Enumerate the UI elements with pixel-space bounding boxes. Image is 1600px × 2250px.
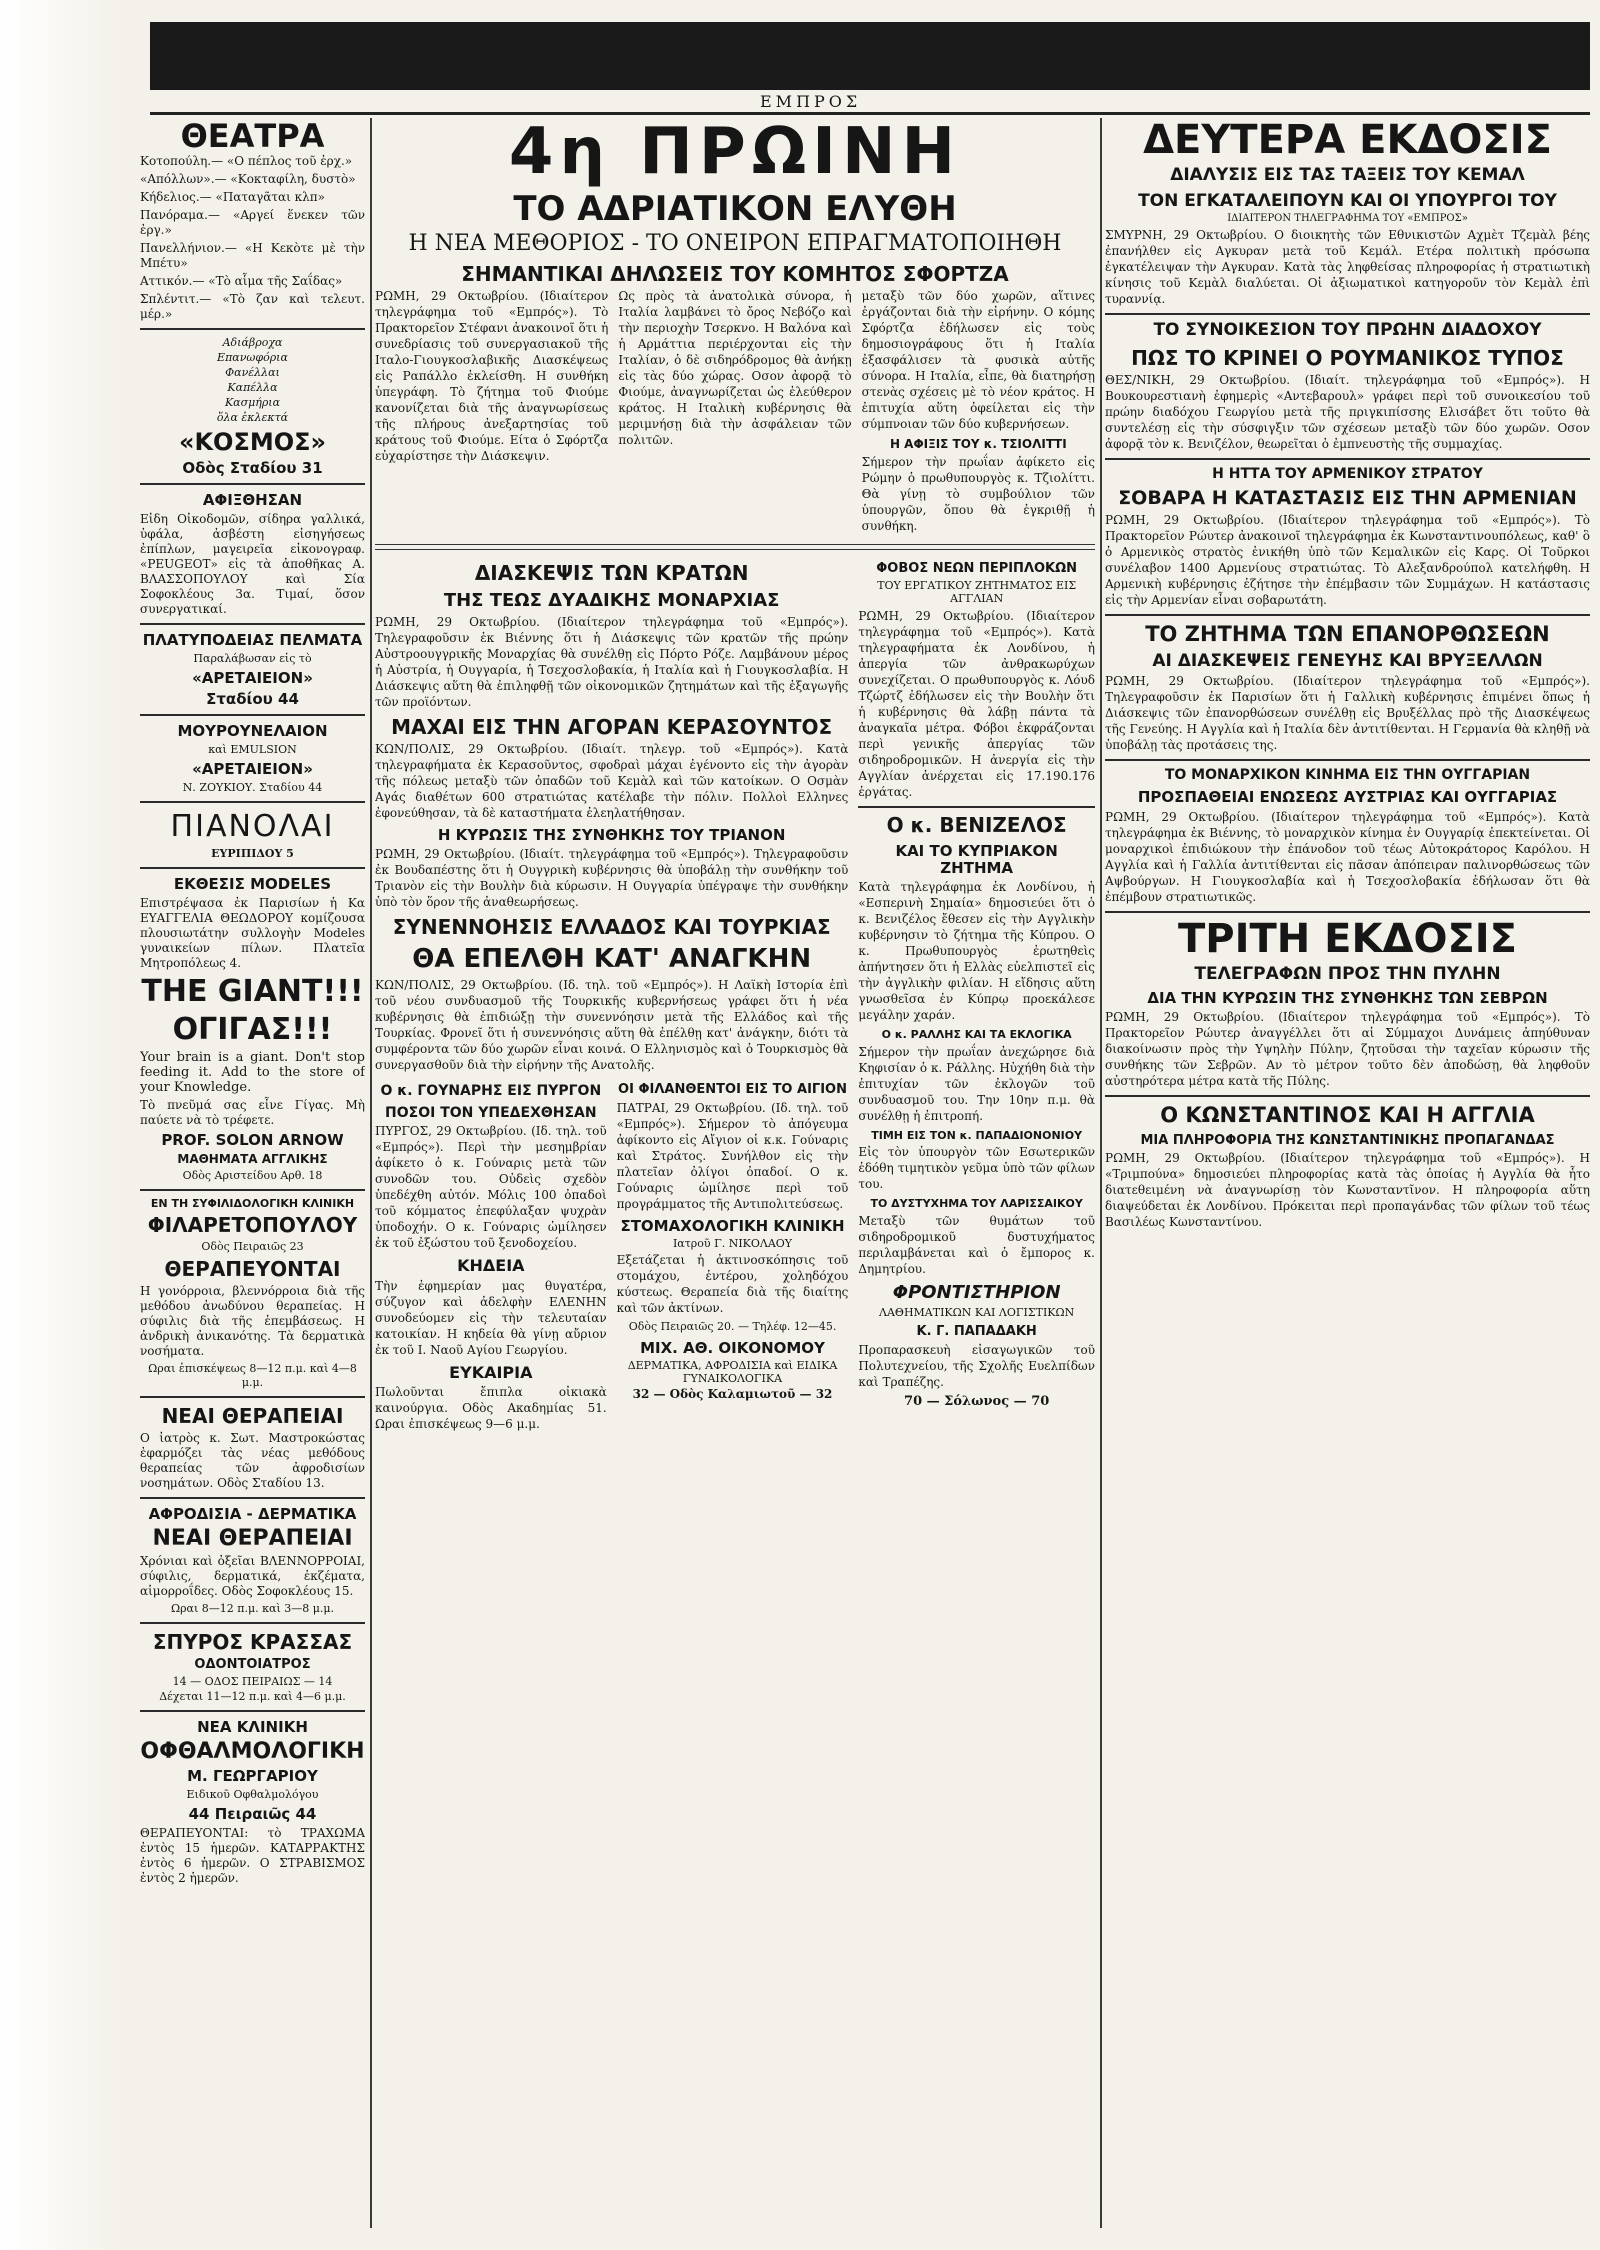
oikonomou-address: 32 — Οδὸς Καλαμιωτοῦ — 32: [632, 1387, 833, 1402]
eye-title: ΝΕΑ ΚΛΙΝΙΚΗ: [197, 1718, 308, 1736]
krassas-hours: Δέχεται 11—12 π.μ. καὶ 4—6 μ.μ.: [159, 1690, 346, 1703]
arnow-sub: ΜΑΘΗΜΑΤΑ ΑΓΓΛΙΚΗΣ: [177, 1152, 328, 1166]
theatre-listing: Αττικόν.— «Τὸ αἷμα τῆς Σαΐδας»: [140, 274, 343, 288]
school-text: Προπαρασκευὴ εἰσαγωγικῶν τοῦ Πολυτεχνείου, τῆς Σχολῆς Ευελπίδων καὶ Τραπέζης.: [858, 1342, 1095, 1389]
oikonomou-headline: ΜΙΧ. ΑΘ. ΟΙΚΟΝΟΜΟΥ: [640, 1338, 825, 1357]
second-edition-title: ΔΕΥΤΕΡΑ ΕΚΔΟΣΙΣ: [1143, 118, 1552, 163]
fear-text: ΡΩΜΗ, 29 Οκτωβρίου. (Ιδιαίτερον τηλεγράφημα τοῦ «Εμπρός»). Κατὰ τηλεγραφήματα ἐκ Λονδίνου, ἡ ἀπεργία τῶν ἀνθρακωρύχων συνεχίζεται. Ο πρωθυπουργὸς κ. Λόυδ Τζώρτζ ἐδήλωσεν εἰς τὴν Βουλὴν ὅτι ἡ κυβέρνησις θὰ λάβῃ πάντα τὰ ἀναγκαῖα μέτρα. Φόβοι ἐκφράζονται περὶ γενικῆς ἀπεργίας τῶν σιδηροδρομικῶν. Η ἀνεργία εἰς τὴν Αγγλίαν ἀνέρχεται εἰς 17.190.176 ἐργάτας.: [858, 608, 1095, 799]
murun-title: ΜΟΥΡΟΥΝΕΛΑΙΟΝ: [177, 722, 328, 740]
ekairia-text: Πωλοῦνται ἔπιπλα οἰκιακὰ καινούργια. Οδὸς Ακαδημίας 51. Ωραι ἐπισκέψεως 9—6 μ.μ.: [375, 1385, 607, 1432]
clinic-name: ΦΙΛΑΡΕΤΟΠΟΥΛΟΥ: [147, 1213, 358, 1237]
flatfoot-title: ΠΛΑΤΥΠΟΔΕΙΑΣ ΠΕΛΜΑΤΑ: [142, 631, 363, 649]
eye-sub: Ειδικοῦ Οφθαλμολόγου: [186, 1788, 319, 1801]
royal-text: ΘΕΣ/ΝΙΚΗ, 29 Οκτωβρίου. (Ιδιαίτ. τηλεγράφημα τοῦ «Εμπρός»). Η Βουκουρεστιανὴ ἐφημερὶς «Αντεβαρουλ» γράφει περὶ τοῦ συνοικεσίου τοῦ πρώην διαδόχου Γεωργίου μετὰ τῆς πριγκιπίσσης Ελισάβετ ὅτι τοῦτο θὰ συντελέσῃ εἰς τὴν σύσφιγξιν τῶν σχέσεων μεταξὺ τῶν δύο χωρῶν. Οσον ἀφορᾷ τὸν κ. Βενιζέλον, θεωρεῖται ὁ ἐμπνευστὴς τῆς συμμαχίας.: [1105, 372, 1590, 451]
greekturk-headline: ΣΥΝΕΝΝΟΗΣΙΣ ΕΛΛΑΔΟΣ ΚΑΙ ΤΟΥΡΚΙΑΣ: [392, 915, 831, 940]
ekairia-headline: ΕΥΚΑΙΡΙΑ: [449, 1362, 533, 1382]
theatres-title: ΘΕΑΤΡΑ: [180, 118, 325, 155]
kosmos-name: «ΚΟΣΜΟΣ»: [178, 428, 327, 456]
giant-title: THE GIANT!!!: [141, 974, 364, 1009]
krassas-address: 14 — ΟΔΟΣ ΠΕΙΡΑΙΩΣ — 14: [172, 1675, 333, 1688]
kedeia-headline: ΚΗΔΕΙΑ: [457, 1256, 525, 1276]
stomach-sub: Ιατροῦ Γ. ΝΙΚΟΛΑΟΥ: [672, 1237, 793, 1251]
column-divider: [370, 118, 372, 2228]
venizelos-text: Κατὰ τηλεγράφημα ἐκ Λονδίνου, ἡ «Εσπερινὴ Σημαία» δημοσιεύει ὅτι ὁ κ. Βενιζέλος ἔθεσεν εἰς τὴν Αγγλικὴν κυβέρνησιν τὸ ζήτημα τῆς Κύπρου. Ο κ. Πρωθυπουργὸς ἐρωτηθεὶς ἀπήντησεν ὅτι ἡ Ελλὰς εὐελπιστεῖ εἰς τὴν ἀγγλικὴν φιλίαν. Η εἴδησις αὕτη γνωσθεῖσα ἐν Κύπρῳ προεκάλεσε μεγάλην χαράν.: [858, 880, 1095, 1023]
reparations-headline: ΤΟ ΖΗΤΗΜΑ ΤΩΝ ΕΠΑΝΟΡΘΩΣΕΩΝ: [1145, 621, 1550, 646]
eye-doctor: Μ. ΓΕΩΡΓΑΡΙΟΥ: [187, 1767, 318, 1785]
banner-sub2: ΣΗΜΑΝΤΙΚΑΙ ΔΗΛΩΣΕΙΣ ΤΟΥ ΚΟΜΗΤΟΣ ΣΦΟΡΤΖΑ: [461, 262, 1009, 287]
murun-shop: «ΑΡΕΤΑΙΕΙΟΝ»: [192, 760, 313, 778]
newther-title: ΝΕΑΙ ΘΕΡΑΠΕΙΑΙ: [161, 1404, 344, 1428]
third-subheadline: ΔΙΑ ΤΗΝ ΚΥΡΩΣΙΝ ΤΗΣ ΣΥΝΘΗΚΗΣ ΤΩΝ ΣΕΒΡΩΝ: [1147, 989, 1548, 1008]
pianos-title: ΠΙΑΝΟΛΑΙ: [170, 809, 335, 844]
clinic-title: ΕΝ ΤΗ ΣΥΦΙΛΙΔΟΛΟΓΙΚΗ ΚΛΙΝΙΚΗ: [150, 1197, 355, 1210]
rallis-text: Σήμερον τὴν πρωΐαν ἀνεχώρησε διὰ Κηφισίαν ὁ κ. Ράλλης. Ηὐχήθη διὰ τὴν ἐπιτυχίαν τῶν ἐκλογῶν τοῦ συνδυασμοῦ του. Την 10ην π.μ. θὰ συνέλθῃ ἡ ἐπιτροπή.: [858, 1044, 1095, 1123]
theatre-listing: Σπλέντιτ.— «Τὸ ζαν καὶ τελευτ. μέρ.»: [140, 292, 365, 321]
newther-text: Ο ἰατρὸς κ. Σωτ. Μαστροκώστας ἐφαρμόζει τὰς νέας μεθόδους θεραπείας τῶν ἀφροδισίων νοσημάτων. Οδὸς Σταδίου 13.: [140, 1431, 365, 1490]
aphro-text: Χρόνιαι καὶ ὀξεῖαι ΒΛΕΝΝΟΡΡΟΙΑΙ, σύφιλις, δερματικά, ἐκζέματα, αἱμορροΐδες. Οδὸς Σοφοκλέους 15.: [140, 1554, 365, 1598]
kerasunt-text: ΚΩΝ/ΠΟΛΙΣ, 29 Οκτωβρίου. (Ιδιαίτ. τηλεγρ. τοῦ «Εμπρός»). Κατὰ τηλεγραφήματα ἐκ Κερασοῦντος, σφοδραὶ μάχαι ἐγένοντο εἰς τὴν ἀγορὰν τῆς πόλεως μεταξὺ τῶν ὀπαδῶν τοῦ Κεμὰλ καὶ τῶν κατοίκων. Ο Οσμὰν Αγάς διαθέτων 600 στρατιώτας κατέλαβε τὴν πόλιν. Πολλοὶ Ελληνες ἐφονεύθησαν, τὰ δὲ καταστήματα ἐλεηλατήθησαν.: [375, 741, 849, 820]
school-headline: ΦΡΟΝΤΙΣΤΗΡΙΟΝ: [892, 1282, 1061, 1304]
reparations-subheadline: ΑΙ ΔΙΑΣΚΕΨΕΙΣ ΓΕΝΕΥΗΣ ΚΑΙ ΒΡΥΞΕΛΛΩΝ: [1152, 650, 1543, 671]
top-black-bar: [150, 22, 1590, 90]
monarchy-text: ΡΩΜΗ, 29 Οκτωβρίου. (Ιδιαίτερον τηλεγράφημα τοῦ «Εμπρός»). Κατὰ τηλεγράφημα ἐκ Βιέννης, τὸ μοναρχικὸν κίνημα ἐν Ουγγαρίᾳ ἐπεκτείνεται. Οἱ μοναρχικοὶ ἐπιδιώκουν τὴν ἐπάνοδον τοῦ τέως Αὐτοκράτορος Καρόλου. Η Αγγλία καὶ ἡ Γαλλία ἀντιτίθενται εἰς πᾶσαν ἀπόπειραν παλινορθώσεως τῶν Αψβούργων. Η Γιουγκοσλαβία καὶ ἡ Τσεχοσλοβακία ἐδήλωσαν ὅτι θὰ ἐπέμβουν στρατιωτικῶς.: [1105, 809, 1590, 904]
constantine-subheadline: ΜΙΑ ΠΛΗΡΟΦΟΡΙΑ ΤΗΣ ΚΩΝΣΤΑΝΤΙΝΙΚΗΣ ΠΡΟΠΑΓΑΝΔΑΣ: [1140, 1132, 1555, 1148]
constantine-headline: Ο ΚΩΝΣΤΑΝΤΙΝΟΣ ΚΑΙ Η ΑΓΓΛΙΑ: [1160, 1103, 1535, 1128]
aphro-title: ΑΦΡΟΔΙΣΙΑ - ΔΕΡΜΑΤΙΚΑ: [148, 1505, 357, 1523]
giant-greek-text: Τὸ πνεῦμά σας εἶνε Γίγας. Μὴ παύετε νὰ τὸ τρέφετε.: [140, 1098, 365, 1127]
eye-text: ΘΕΡΑΠΕΥΟΝΤΑΙ: τὸ ΤΡΑΧΩΜΑ ἐντὸς 15 ἡμερῶν. ΚΑΤΑΡΡΑΚΤΗΣ ἐντὸς 6 ἡμερῶν. Ο ΣΤΡΑΒΙΣΜΟΣ ἐντὸς 2 ἡμερῶν.: [140, 1826, 365, 1885]
masthead-rule: [150, 112, 1590, 115]
kerasunt-headline: ΜΑΧΑΙ ΕΙΣ ΤΗΝ ΑΓΟΡΑΝ ΚΕΡΑΣΟΥΝΤΟΣ: [391, 714, 833, 739]
greekturk-subheadline: ΘΑ ΕΠΕΛΘΗ ΚΑΤ' ΑΝΑΓΚΗΝ: [412, 944, 812, 975]
kosmos-line: ὅλα ἐκλεκτά: [216, 411, 289, 424]
monarchy-headline: ΤΟ ΜΟΝΑΡΧΙΚΟΝ ΚΙΝΗΜΑ ΕΙΣ ΤΗΝ ΟΥΓΓΑΡΙΑΝ: [1164, 767, 1531, 784]
arnow-address: Οδὸς Αριστείδου Αρθ. 18: [182, 1169, 323, 1182]
clinic-address: Οδὸς Πειραιῶς 23: [201, 1240, 304, 1253]
theatre-listing: Κοτοπούλη.— «Ο πέπλος τοῦ ἐρχ.»: [140, 154, 353, 168]
arrivals-title: ΑΦΙΞΘΗΣΑΝ: [202, 491, 303, 509]
arrivals-text: Εἰδη Οἰκοδομῶν, σίδηρα γαλλικά, ὑφάλα, ἀσβέστη εἰσηγήσεως ἐπίπλων, μαγειρεῖα εἰκονογραφ. «PEUGEOT» εἰς τὰ ἀποθῆκας Α. ΒΛΑΣΣΟΠΟΥΛΟΥ καὶ Σία Σοφοκλέους 3α. Τιμαί, ὅσον συνεργατικαί.: [140, 512, 365, 616]
masthead: ΕΜΠΡΟΣ: [760, 92, 862, 111]
giant-text: Your brain is a giant. Don't stop feeding it. Add to the store of your Knowledge.: [140, 1050, 365, 1095]
flatfoot-address: Σταδίου 44: [206, 690, 299, 708]
right-column: [1105, 118, 1590, 2228]
kosmos-line: Κασμήρια: [224, 396, 281, 409]
rallis-headline: Ο κ. ΡΑΛΛΗΣ ΚΑΙ ΤΑ ΕΚΛΟΓΙΚΑ: [881, 1028, 1072, 1042]
kemal-text: ΣΜΥΡΝΗ, 29 Οκτωβρίου. Ο διοικητὴς τῶν Εθνικιστῶν Αχμὲτ Τζεμὰλ βέης ἐπανήλθεν εἰς Αγκυραν μετὰ τοῦ Κεμάλ. Ετέρα πολιτικὴ πρόσωπα ἐγκατέλειψαν τὴν Αγκυραν. Κατὰ τὰς ληφθείσας πληροφορίας ἡ στρατιωτικὴ κίνησις τοῦ Κεμὰλ διαλύεται. Οἱ ἀξιωματικοὶ κατηγοροῦν τὸν Κεμὰλ ἐπὶ τυραννίᾳ.: [1105, 228, 1590, 307]
krassas-title: ΣΠΥΡΟΣ ΚΡΑΣΣΑΣ: [152, 1630, 353, 1654]
edition-title: 4η ΠΡΩΙΝΗ: [508, 118, 962, 189]
left-column: [140, 118, 365, 2228]
page-margin: [0, 0, 120, 2250]
school-name: Κ. Γ. ΠΑΠΑΔΑΚΗ: [916, 1323, 1037, 1339]
aphro-hours: Ωραι 8—12 π.μ. καὶ 3—8 μ.μ.: [170, 1602, 335, 1615]
gounaris-subheadline: ΠΟΣΟΙ ΤΟΝ ΥΠΕΔΕΧΘΗΣΑΝ: [385, 1105, 597, 1122]
arnow-title: PROF. SOLON ARNOW: [161, 1131, 344, 1149]
column-divider: [1100, 118, 1102, 2228]
reparations-text: ΡΩΜΗ, 29 Οκτωβρίου. (Ιδιαίτερον τηλεγράφημα τοῦ «Εμπρός»). Τηλεγραφοῦσιν ἐκ Παρισίων ὅτι ἡ Γαλλικὴ κυβέρνησις ἐπιμένει ὅπως ἡ Διάσκεψις τῶν ἐπανορθώσεων συνέλθῃ εἰς Βρυξέλλας πρὸ τῆς Διασκέψεως τῆς Γενεύης. Η Αγγλία καὶ ἡ Ιταλία δὲν ἀντιτίθενται. Η Γερμανία θὰ κληθῇ νὰ ὑποβάλῃ τὰς προτάσεις της.: [1105, 674, 1590, 753]
armenia-headline: Η ΗΤΤΑ ΤΟΥ ΑΡΜΕΝΙΚΟΥ ΣΤΡΑΤΟΥ: [1212, 465, 1483, 482]
eye-address: 44 Πειραιῶς 44: [188, 1805, 317, 1823]
armenia-subheadline: ΣΟΒΑΡΑ Η ΚΑΤΑΣΤΑΣΙΣ ΕΙΣ ΤΗΝ ΑΡΜΕΝΙΑΝ: [1118, 486, 1577, 509]
banner-sub1: Η ΝΕΑ ΜΕΘΟΡΙΟΣ - ΤΟ ΟΝΕΙΡΟΝ ΕΠΡΑΓΜΑΤΟΠΟΙΗΘΗ: [408, 231, 1062, 257]
kedeia-text: Τὴν ἐφημερίαν μας θυγατέρα, σύζυγον καὶ ἀδελφὴν ΕΛΕΝΗΝ συνοδεύομεν εἰς τὴν τελευταίαν κατοικίαν. Η κηδεία θὰ γίνῃ αὔριον ἐκ τοῦ Ι. Ναοῦ Αγίου Γεωργίου.: [375, 1278, 607, 1357]
aphro-sub: ΝΕΑΙ ΘΕΡΑΠΕΙΑΙ: [152, 1526, 353, 1551]
center-column: [375, 118, 1095, 2228]
states-headline: ΔΙΑΣΚΕΨΙΣ ΤΩΝ ΚΡΑΤΩΝ: [474, 561, 749, 586]
modeles-title: ΕΚΘΕΣΙΣ MODELES: [173, 875, 332, 893]
giant-greek: ΟΓΙΓΑΣ!!!: [172, 1012, 333, 1047]
trianon-text: ΡΩΜΗ, 29 Οκτωβρίου. (Ιδιαίτ. τηλεγράφημα τοῦ «Εμπρός»). Τηλεγραφοῦσιν ἐκ Βουδαπέστης ὅτι ἡ Ουγγρικὴ κυβέρνησις θὰ ὑποβάλῃ τὴν συνθήκην τοῦ Τριανὸν εἰς τὴν Βουλὴν διὰ κύρωσιν. Η Ουγγαρία ὑπέγραψε τὴν συνθήκην ὑπὸ τὸν ὅρον τῆς ἀναθεωρήσεως.: [375, 847, 849, 910]
kosmos-address: Οδὸς Σταδίου 31: [182, 459, 323, 477]
gounaris-headline: Ο κ. ΓΟΥΝΑΡΗΣ ΕΙΣ ΠΥΡΓΟΝ: [380, 1083, 602, 1100]
greekturk-text: ΚΩΝ/ΠΟΛΙΣ, 29 Οκτωβρίου. (Ιδ. τηλ. τοῦ «Εμπρός»). Η Λαϊκὴ Ιστορία ἐπὶ τοῦ νέου συνδυασμοῦ τῆς Τουρκικῆς κυβερνήσεως γράφει ὅτι ἡ νέα κυβέρνησις θὰ ἐπιδιώξῃ τὴν συνεννόησιν μετὰ τῆς Ελλάδος καὶ τῆς Τουρκίας. Φρονεῖ ὅτι ἡ συνεννόησις αὕτη θὰ ἐπέλθῃ κατ' ἀνάγκην, διότι τὰ συμφέροντα τῶν δύο χωρῶν εἶναι κοινά. Ο Ελληνισμὸς καὶ ὁ Τουρκισμὸς θὰ συνεργασθοῦν διὰ τὴν εἰρήνην τῆς Ανατολῆς.: [375, 978, 849, 1073]
larissa-headline: ΤΟ ΔΥΣΤΥΧΗΜΑ ΤΟΥ ΛΑΡΙΣΣΑΙΚΟΥ: [870, 1197, 1083, 1211]
tsiolitti-text: Σήμερον τὴν πρωΐαν ἀφίκετο εἰς Ρώμην ὁ πρωθυπουργὸς κ. Τζιολίττι. Θὰ γίνῃ τὸ συμβούλιον τῶν ὑπουργῶν, ὅπου θὰ ἐγκριθῇ ἡ συνθήκη.: [861, 455, 1095, 534]
article-column: ΡΩΜΗ, 29 Οκτωβρίου. (Ιδιαίτερον τηλεγράφημα τοῦ «Εμπρός»). Τὸ Πρακτορεῖον Στέφανι ἀνακοινοῖ ὅτι ἡ συνεδρίασις τοῦ συνεργασιακοῦ τῆς Ιταλο-Γιουγκοσλαβικῆς Διασκέψεως εἰς Ραπάλλο ἐκλείσθη. Η συνθήκη ὑπεγράφη. Τὸ ζήτημα τοῦ Φιούμε κανονίζεται διὰ τῆς ἀναγνωρίσεως τῆς πλήρους ἀνεξαρτησίας τοῦ κράτους τοῦ Φιούμε. Είτα ὁ Σφόρτζα εὐχαρίστησε τὴν Διάσκεψιν.: [375, 289, 609, 464]
royal-subheadline: ΠΩΣ ΤΟ ΚΡΙΝΕΙ Ο ΡΟΥΜΑΝΙΚΟΣ ΤΥΠΟΣ: [1131, 345, 1564, 370]
flatfoot-shop: «ΑΡΕΤΑΙΕΙΟΝ»: [192, 669, 313, 687]
flowers-headline: ΟΙ ΦΙΛΑΝΘΕΝΤΟΙ ΕΙΣ ΤΟ ΑΙΓΙΟΝ: [618, 1082, 847, 1098]
pianos-address: ΕΥΡΙΠΙΔΟΥ 5: [211, 847, 294, 860]
trianon-headline: Η ΚΥΡΩΣΙΣ ΤΗΣ ΣΥΝΘΗΚΗΣ ΤΟΥ ΤΡΙΑΝΟΝ: [437, 825, 786, 844]
pappas-headline: ΤΙΜΗ ΕΙΣ ΤΟΝ κ. ΠΑΠΑΔΙΟΝΟΝΙΟΥ: [871, 1128, 1083, 1142]
kemal-sub: ΙΔΙΑΙΤΕΡΟΝ ΤΗΛΕΓΡΑΦΗΜΑ ΤΟΥ «ΕΜΠΡΟΣ»: [1227, 213, 1468, 225]
theatre-listing: Πανόραμα.— «Αργεί ἕνεκεν τῶν ἐργ.»: [140, 208, 365, 237]
kemal-subheadline: ΤΟΝ ΕΓΚΑΤΑΛΕΙΠΟΥΝ ΚΑΙ ΟΙ ΥΠΟΥΡΓΟΙ ΤΟΥ: [1138, 190, 1557, 211]
article-column: Ως πρὸς τὰ ἀνατολικὰ σύνορα, ἡ Ιταλία λαμβάνει τὸ ὄρος Νεβόζο καὶ τὴν περιοχὴν Τσερκνο. Η Βαλόνα καὶ ἡ Αρμάττια περιέρχονται εἰς τὴν Ιταλίαν, ὁ δὲ σιδηρόδρομος θὰ ἀνήκῃ εἰς τὰς δύο χώρας. Οσον ἀφορᾷ τὸ Φιούμε, ἀναγνωρίζεται ὡς ἐλεύθερον κράτος. Η Ιταλικὴ κυβέρνησις θὰ μεριμνήσῃ διὰ τὴν ἀσφάλειαν τῶν πολιτῶν.: [618, 289, 852, 448]
stomach-address: Οδὸς Πειραιῶς 20. — Τηλέφ. 12—45.: [628, 1320, 837, 1334]
kosmos-line: Φανέλλαι: [225, 366, 280, 379]
theatres-list: [140, 154, 365, 322]
gounaris-text: ΠΥΡΓΟΣ, 29 Οκτωβρίου. (Ιδ. τηλ. τοῦ «Εμπρός»). Περὶ τὴν μεσημβρίαν ἀφίκετο ὁ κ. Γούναρις μετὰ τῶν συνοδῶν του. Οὐδεὶς σχεδὸν ὑπεδέχθη αὐτόν. Μόλις 100 ὀπαδοὶ τοῦ κόμματος ἐπεφύλαξαν ψυχρὰν ὑποδοχήν. Ο κ. Γούναρις ὡμίλησεν ἐκ τοῦ ἐξώστου τοῦ ξενοδοχείου.: [375, 1124, 607, 1251]
kosmos-line: Αδιάβροχα: [222, 336, 283, 349]
article-column: μεταξὺ τῶν δύο χωρῶν, αἵτινες ἐργάζονται διὰ τὴν εἰρήνην. Ο κόμης Σφόρτζα ἐδήλωσεν εἰς τοὺς δημοσιογράφους ὅτι ἡ Ιταλία ἐξασφάλισεν τὰ φυσικὰ αὐτῆς σύνορα. Η Ιταλία, εἶπε, θὰ διατηρήσῃ στενὰς σχέσεις μὲ τὸ νέον κράτος. Η ἐπιτυχία αὕτη ὀφείλεται εἰς τὴν σύμπνοιαν τῶν δύο κυβερνήσεων.: [861, 289, 1095, 432]
states-text: ΡΩΜΗ, 29 Οκτωβρίου. (Ιδιαίτερον τηλεγράφημα τοῦ «Εμπρός»). Τηλεγραφοῦσιν ἐκ Βιέννης ὅτι ἡ Διάσκεψις τῶν κρατῶν τῆς πρώην Αὐστροουγγρικῆς Μοναρχίας θὰ συνέλθῃ εἰς Πόρτο Ρόζε. Λαμβάνουν μέρος ἡ Αὐστρία, ἡ Ουγγαρία, ἡ Τσεχοσλοβακία, ἡ Ιταλία καὶ ἡ Γιουγκοσλαβία. Η Διάσκεψις αὕτη θὰ ἐπιληφθῇ τῶν οἰκονομικῶν ζητημάτων καὶ τῆς ἐξαγωγῆς τῶν προϊόντων.: [375, 614, 849, 709]
kemal-headline: ΔΙΑΛΥΣΙΣ ΕΙΣ ΤΑΣ ΤΑΞΕΙΣ ΤΟΥ ΚΕΜΑΛ: [1170, 165, 1525, 185]
flowers-text: ΠΑΤΡΑΙ, 29 Οκτωβρίου. (Ιδ. τηλ. τοῦ «Εμπρός»). Σήμερον τὸ ἀπόγευμα ἀφίκοντο εἰς Αἴγιον οἱ κ.κ. Γούναρις καὶ Στράτος. Συνήλθον εἰς τὴν πλατεῖαν ὀλίγοι ὀπαδοί. Ο κ. Γούναρις ὡμίλησε περὶ τοῦ προγράμματος τῆς Αντιπολιτεύσεως.: [616, 1101, 849, 1212]
flatfoot-text: Παραλάβωσαν εἰς τὸ: [193, 652, 312, 665]
kosmos-line: Επανωφόρια: [217, 351, 288, 364]
stomach-text: Εξετάζεται ἡ ἀκτινοσκόπησις τοῦ στομάχου, ἐντέρου, χοληδόχου κύστεως. Θεραπεία διὰ τῆς διαίτης καὶ τῶν ἀκτίνων.: [616, 1253, 849, 1316]
tsiolitti-headline: Η ΑΦΙΞΙΣ ΤΟΥ κ. ΤΣΙΟΛΙΤΤΙ: [889, 437, 1067, 452]
royal-headline: ΤΟ ΣΥΝΟΙΚΕΣΙΟΝ ΤΟΥ ΠΡΩΗΝ ΔΙΑΔΟΧΟΥ: [1153, 320, 1542, 341]
third-text: ΡΩΜΗ, 29 Οκτωβρίου. (Ιδιαίτερον τηλεγράφημα τοῦ «Εμπρός»). Τὸ Πρακτορεῖον Ρώυτερ ἀναγγέλλει ὅτι αἱ Σύμμαχοι Δυνάμεις ἀπηύθυναν διακοίνωσιν πρὸς τὴν Υψηλὴν Πύλην, ζητοῦσαι τὴν ταχεῖαν κύρωσιν τῆς συνθήκης τῶν Σεβρῶν. Αν τὸ μέτρον τοῦτο δὲν ἀποδώσῃ, θὰ ληφθοῦν αὐστηρότερα μέτρα κατὰ τῆς Πύλης.: [1105, 1010, 1590, 1089]
kosmos-line: Καπέλλα: [227, 381, 278, 394]
armenia-text: ΡΩΜΗ, 29 Οκτωβρίου. (Ιδιαίτερον τηλεγράφημα τοῦ «Εμπρός»). Τὸ Πρακτορεῖον Ρώυτερ ἀνακοινοῖ τηλεγράφημα ἐκ Κωνσταντινουπόλεως, καθ' ὃ ὁ Αρμενικὸς στρατὸς ἐνικήθη ὑπὸ τῶν Κεμαλικῶν εἰς Καρς. Οἱ Τοῦρκοι συνέλαβον 1400 Αρμενίους στρατιώτας. Τὸ Αλεξανδρούπολ κατελήφθη. Η Αρμενικὴ κυβέρνησις ἐζήτησε τὴν ἐπέμβασιν τῶν Συμμάχων. Η κατάστασις εἰς τὴν Αρμενίαν εἶναι σοβαρωτάτη.: [1105, 512, 1590, 607]
third-edition-title: ΤΡΙΤΗ ΕΚΔΟΣΙΣ: [1178, 915, 1517, 962]
fear-subheadline: ΤΟΥ ΕΡΓΑΤΙΚΟΥ ΖΗΤΗΜΑΤΟΣ ΕΙΣ ΑΓΓΛΙΑΝ: [877, 579, 1077, 606]
venizelos-headline: Ο κ. ΒΕΝΙΖΕΛΟΣ: [886, 812, 1067, 837]
clinic-text: Η γονόρροια, βλεννόρροια διὰ τῆς μεθόδου ἀνωδύνου θεραπείας. Η σύφιλις διὰ τῆς ἐπεμβάσεως. Η ἀνδρικὴ ἀνικανότης. Τὰ δερματικὰ νοσήματα.: [140, 1284, 365, 1358]
clinic-hours: Ωραι ἐπισκέψεως 8—12 π.μ. καὶ 4—8 μ.μ.: [148, 1362, 357, 1389]
states-subheadline: ΤΗΣ ΤΕΩΣ ΔΥΑΔΙΚΗΣ ΜΟΝΑΡΧΙΑΣ: [443, 590, 780, 612]
fear-headline: ΦΟΒΟΣ ΝΕΩΝ ΠΕΡΙΠΛΟΚΩΝ: [876, 561, 1078, 577]
murun-sub: καὶ EMULSION: [208, 743, 297, 756]
monarchy-subheadline: ΠΡΟΣΠΑΘΕΙΑΙ ΕΝΩΣΕΩΣ ΑΥΣΤΡΙΑΣ ΚΑΙ ΟΥΓΓΑΡΙΑΣ: [1137, 788, 1558, 807]
theatre-listing: «Απόλλων».— «Κοκταφίλη, δυστὸ»: [140, 172, 356, 186]
murun-address: Ν. ΖΟΥΚΙΟΥ. Σταδίου 44: [182, 781, 323, 794]
modeles-text: Επιστρέψασα ἐκ Παρισίων ἡ Κα ΕΥΑΓΓΕΛΙΑ ΘΕΩΔΟΡΟΥ κομίζουσα πλουσιωτάτην συλλογὴν Modeles γυναικείων πίλων. Πλατεῖα Μητροπόλεως 4.: [140, 896, 365, 970]
school-address: 70 — Σόλωνος — 70: [904, 1393, 1050, 1409]
krassas-sub: ΟΔΟΝΤΟΙΑΤΡΟΣ: [194, 1657, 311, 1672]
pappas-text: Εἰς τὸν ὑπουργὸν τῶν Εσωτερικῶν ἐδόθη τιμητικὸν γεῦμα ὑπὸ τῶν φίλων του.: [858, 1145, 1095, 1192]
stomach-headline: ΣΤΟΜΑΧΟΛΟΓΙΚΗ ΚΛΙΝΙΚΗ: [620, 1217, 845, 1236]
venizelos-subheadline: ΚΑΙ ΤΟ ΚΥΠΡΙΑΚΟΝ ΖΗΤΗΜΑ: [895, 841, 1058, 877]
school-sub: ΛΑΘΗΜΑΤΙΚΩΝ ΚΑΙ ΛΟΓΙΣΤΙΚΩΝ: [879, 1305, 1075, 1319]
banner-headline: ΤΟ ΑΔΡΙΑΤΙΚΟΝ ΕΛΥΘΗ: [513, 189, 957, 229]
clinic-cure: ΘΕΡΑΠΕΥΟΝΤΑΙ: [164, 1257, 341, 1281]
theatre-listing: Κήδελιος.— «Παταγᾶται κλπ»: [140, 190, 326, 204]
oikonomou-sub: ΔΕΡΜΑΤΙΚΑ, ΑΦΡΟΔΙΣΙΑ καὶ ΕΙΔΙΚΑ ΓΥΝΑΙΚΟΛΟΓΙΚΑ: [627, 1358, 838, 1386]
eye-name: ΟΦΘΑΛΜΟΛΟΓΙΚΗ: [140, 1739, 365, 1764]
third-headline: ΤΕΛΕΓΡΑΦΩΝ ΠΡΟΣ ΤΗΝ ΠΥΛΗΝ: [1194, 963, 1501, 984]
constantine-text: ΡΩΜΗ, 29 Οκτωβρίου. (Ιδιαίτερον τηλεγράφημα τοῦ «Εμπρός»). Η «Τριμπούνα» δημοσιεύει πληροφορίας κατὰ τὰς ὁποίας ἡ Αγγλία θὰ ἦτο διατεθειμένη νὰ ἀναγνωρίσῃ τὸν Κωνσταντῖνον. Η πληροφορία αὕτη διαψεύδεται ἐκ Λονδίνου. Πρόκειται περὶ προπαγάνδας τῶν φίλων τοῦ τέως Βασιλέως Κωνσταντίνου.: [1105, 1151, 1590, 1230]
larissa-text: Μεταξὺ τῶν θυμάτων τοῦ σιδηροδρομικοῦ δυστυχήματος περιλαμβάνεται καὶ ὁ ἔμπορος κ. Δημητρίου.: [858, 1214, 1095, 1277]
theatre-listing: Πανελλήνιον.— «Η Κεκὸτε μὲ τὴν Μπέτυ»: [140, 241, 365, 270]
